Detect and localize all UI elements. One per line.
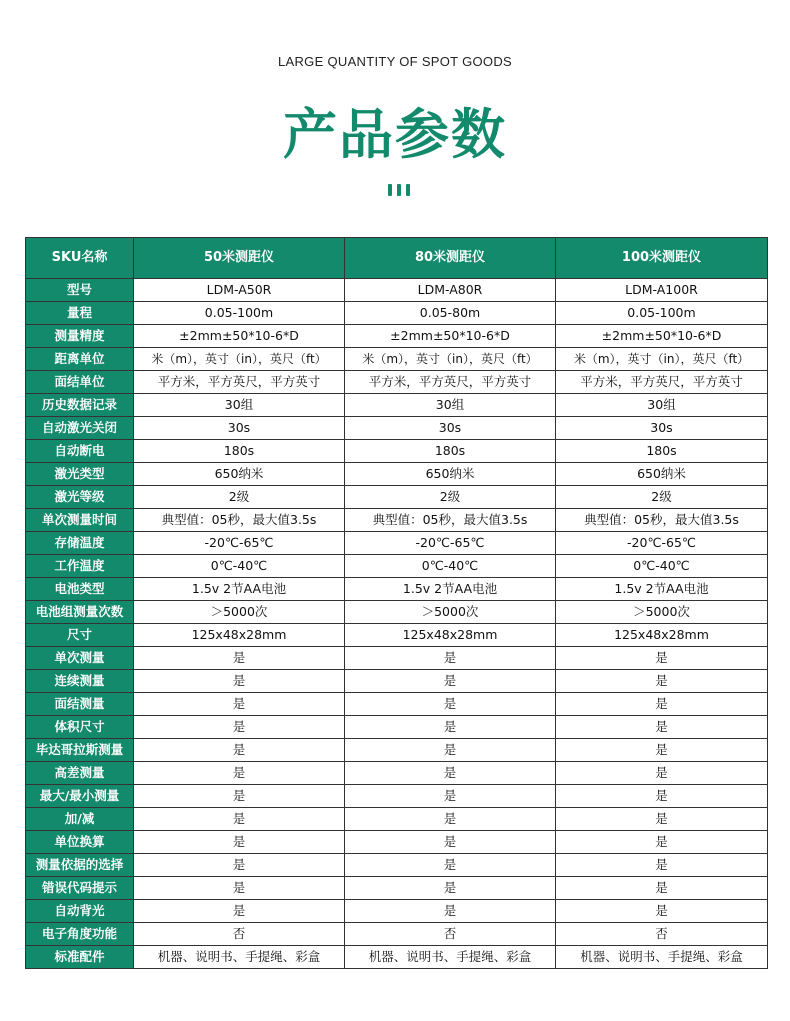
table-cell: -20℃-65℃ <box>556 532 768 555</box>
table-cell: 是 <box>556 693 768 716</box>
table-cell: ±2mm±50*10-6*D <box>345 325 556 348</box>
table-cell: 1.5v 2节AA电池 <box>134 578 345 601</box>
page-title: 产品参数 <box>283 103 507 166</box>
table-cell: 是 <box>134 808 345 831</box>
spec-table-body <box>26 279 768 969</box>
column-header: 50米测距仪 <box>134 238 345 279</box>
row-label: 单位换算 <box>26 831 134 854</box>
table-cell: 是 <box>556 670 768 693</box>
table-cell: 是 <box>345 900 556 923</box>
row-label: 电池类型 <box>26 578 134 601</box>
table-cell: 0.05-100m <box>134 302 345 325</box>
table-cell: 180s <box>345 440 556 463</box>
table-cell: 机器、说明书、手提绳、彩盒 <box>345 946 556 969</box>
table-cell: 是 <box>134 762 345 785</box>
table-row <box>26 555 768 578</box>
table-row <box>26 716 768 739</box>
table-row <box>26 440 768 463</box>
table-cell: 180s <box>134 440 345 463</box>
table-cell: 125x48x28mm <box>345 624 556 647</box>
table-cell: 0.05-100m <box>556 302 768 325</box>
table-cell: 是 <box>345 739 556 762</box>
table-row <box>26 808 768 831</box>
row-label: 量程 <box>26 302 134 325</box>
table-cell: 是 <box>345 831 556 854</box>
decorative-bars <box>384 184 414 196</box>
row-label: 存储温度 <box>26 532 134 555</box>
table-row <box>26 417 768 440</box>
table-cell: 30组 <box>134 394 345 417</box>
column-header: 80米测距仪 <box>345 238 556 279</box>
table-row <box>26 463 768 486</box>
table-cell: 典型值：05秒，最大值3.5s <box>345 509 556 532</box>
row-label: 加/减 <box>26 808 134 831</box>
row-label: 自动断电 <box>26 440 134 463</box>
table-cell: 是 <box>134 900 345 923</box>
table-row <box>26 854 768 877</box>
table-cell: LDM-A100R <box>556 279 768 302</box>
table-cell: 是 <box>134 716 345 739</box>
table-cell: 0℃-40℃ <box>556 555 768 578</box>
table-cell: 平方米，平方英尺，平方英寸 <box>556 371 768 394</box>
table-cell: 30s <box>134 417 345 440</box>
table-cell: 是 <box>556 900 768 923</box>
table-row <box>26 509 768 532</box>
row-label: 面结测量 <box>26 693 134 716</box>
table-cell: 是 <box>556 716 768 739</box>
table-row <box>26 302 768 325</box>
table-cell: 是 <box>134 877 345 900</box>
table-row <box>26 785 768 808</box>
table-cell: 是 <box>345 808 556 831</box>
row-label: 体积尺寸 <box>26 716 134 739</box>
table-cell: 平方米，平方英尺，平方英寸 <box>345 371 556 394</box>
table-cell: 是 <box>134 670 345 693</box>
table-cell: 2级 <box>345 486 556 509</box>
table-row <box>26 739 768 762</box>
table-cell: 是 <box>556 762 768 785</box>
row-label: 距离单位 <box>26 348 134 371</box>
table-cell: 180s <box>556 440 768 463</box>
table-cell: 0℃-40℃ <box>345 555 556 578</box>
header-row <box>26 238 768 279</box>
table-cell: 是 <box>134 785 345 808</box>
column-header: 100米测距仪 <box>556 238 768 279</box>
row-label: 测量精度 <box>26 325 134 348</box>
table-row <box>26 394 768 417</box>
table-cell: ＞5000次 <box>345 601 556 624</box>
table-cell: 是 <box>345 785 556 808</box>
table-cell: 是 <box>345 647 556 670</box>
table-cell: ±2mm±50*10-6*D <box>556 325 768 348</box>
table-cell: 机器、说明书、手提绳、彩盒 <box>134 946 345 969</box>
table-cell: 是 <box>556 877 768 900</box>
row-label: 面结单位 <box>26 371 134 394</box>
table-cell: 是 <box>345 877 556 900</box>
table-cell: 是 <box>556 808 768 831</box>
bar-mark <box>406 184 410 196</box>
table-cell: 机器、说明书、手提绳、彩盒 <box>556 946 768 969</box>
row-label: 测量依据的选择 <box>26 854 134 877</box>
row-label: 历史数据记录 <box>26 394 134 417</box>
row-label: 自动激光关闭 <box>26 417 134 440</box>
table-cell: LDM-A50R <box>134 279 345 302</box>
row-label: 尺寸 <box>26 624 134 647</box>
table-cell: 典型值：05秒，最大值3.5s <box>134 509 345 532</box>
row-label: 单次测量 <box>26 647 134 670</box>
table-cell: 是 <box>134 854 345 877</box>
table-cell: 1.5v 2节AA电池 <box>556 578 768 601</box>
row-label: 电子角度功能 <box>26 923 134 946</box>
table-row <box>26 900 768 923</box>
table-cell: 是 <box>345 716 556 739</box>
table-row <box>26 831 768 854</box>
table-cell: 30组 <box>556 394 768 417</box>
table-row <box>26 348 768 371</box>
bar-mark <box>388 184 392 196</box>
table-cell: -20℃-65℃ <box>134 532 345 555</box>
table-row <box>26 624 768 647</box>
table-cell: 是 <box>345 693 556 716</box>
table-row <box>26 279 768 302</box>
table-row <box>26 371 768 394</box>
row-label: 最大/最小测量 <box>26 785 134 808</box>
table-cell: 0℃-40℃ <box>134 555 345 578</box>
table-row <box>26 325 768 348</box>
table-cell: 125x48x28mm <box>556 624 768 647</box>
row-label: 激光等级 <box>26 486 134 509</box>
table-cell: 30s <box>345 417 556 440</box>
table-cell: 是 <box>345 762 556 785</box>
table-cell: -20℃-65℃ <box>345 532 556 555</box>
table-row <box>26 946 768 969</box>
row-label: 电池组测量次数 <box>26 601 134 624</box>
table-cell: 是 <box>134 693 345 716</box>
table-row <box>26 693 768 716</box>
table-row <box>26 762 768 785</box>
table-cell: 30组 <box>345 394 556 417</box>
bar-mark <box>397 184 401 196</box>
row-label: 连续测量 <box>26 670 134 693</box>
table-cell: 典型值：05秒，最大值3.5s <box>556 509 768 532</box>
table-cell: 1.5v 2节AA电池 <box>345 578 556 601</box>
table-cell: 是 <box>134 647 345 670</box>
column-header: SKU名称 <box>26 238 134 279</box>
table-cell: 否 <box>345 923 556 946</box>
table-cell: 是 <box>556 647 768 670</box>
table-cell: ＞5000次 <box>134 601 345 624</box>
table-cell: 30s <box>556 417 768 440</box>
row-label: 高差测量 <box>26 762 134 785</box>
table-cell: 否 <box>556 923 768 946</box>
table-row <box>26 647 768 670</box>
table-cell: 米（m），英寸（in），英尺（ft） <box>556 348 768 371</box>
table-cell: 米（m），英寸（in），英尺（ft） <box>345 348 556 371</box>
table-row <box>26 923 768 946</box>
row-label: 标准配件 <box>26 946 134 969</box>
table-cell: ＞5000次 <box>556 601 768 624</box>
table-cell: 是 <box>134 831 345 854</box>
table-cell: 125x48x28mm <box>134 624 345 647</box>
row-label: 型号 <box>26 279 134 302</box>
row-label: 自动背光 <box>26 900 134 923</box>
table-cell: 2级 <box>556 486 768 509</box>
table-cell: 是 <box>556 854 768 877</box>
row-label: 工作温度 <box>26 555 134 578</box>
table-cell: 是 <box>134 739 345 762</box>
table-cell: 否 <box>134 923 345 946</box>
table-cell: 是 <box>345 854 556 877</box>
table-row <box>26 601 768 624</box>
table-cell: 650纳米 <box>134 463 345 486</box>
row-label: 错误代码提示 <box>26 877 134 900</box>
table-row <box>26 486 768 509</box>
table-row <box>26 532 768 555</box>
table-cell: 米（m），英寸（in），英尺（ft） <box>134 348 345 371</box>
table-cell: ±2mm±50*10-6*D <box>134 325 345 348</box>
table-cell: 是 <box>556 831 768 854</box>
table-cell: 是 <box>345 670 556 693</box>
table-cell: 650纳米 <box>345 463 556 486</box>
table-cell: 0.05-80m <box>345 302 556 325</box>
table-cell: LDM-A80R <box>345 279 556 302</box>
row-label: 毕达哥拉斯测量 <box>26 739 134 762</box>
table-cell: 平方米，平方英尺，平方英寸 <box>134 371 345 394</box>
table-cell: 650纳米 <box>556 463 768 486</box>
page-subtitle: LARGE QUANTITY OF SPOT GOODS <box>277 54 512 69</box>
table-cell: 是 <box>556 785 768 808</box>
table-cell: 2级 <box>134 486 345 509</box>
row-label: 单次测量时间 <box>26 509 134 532</box>
table-row <box>26 877 768 900</box>
table-row <box>26 670 768 693</box>
row-label: 激光类型 <box>26 463 134 486</box>
table-cell: 是 <box>556 739 768 762</box>
spec-table <box>25 237 768 969</box>
table-row <box>26 578 768 601</box>
